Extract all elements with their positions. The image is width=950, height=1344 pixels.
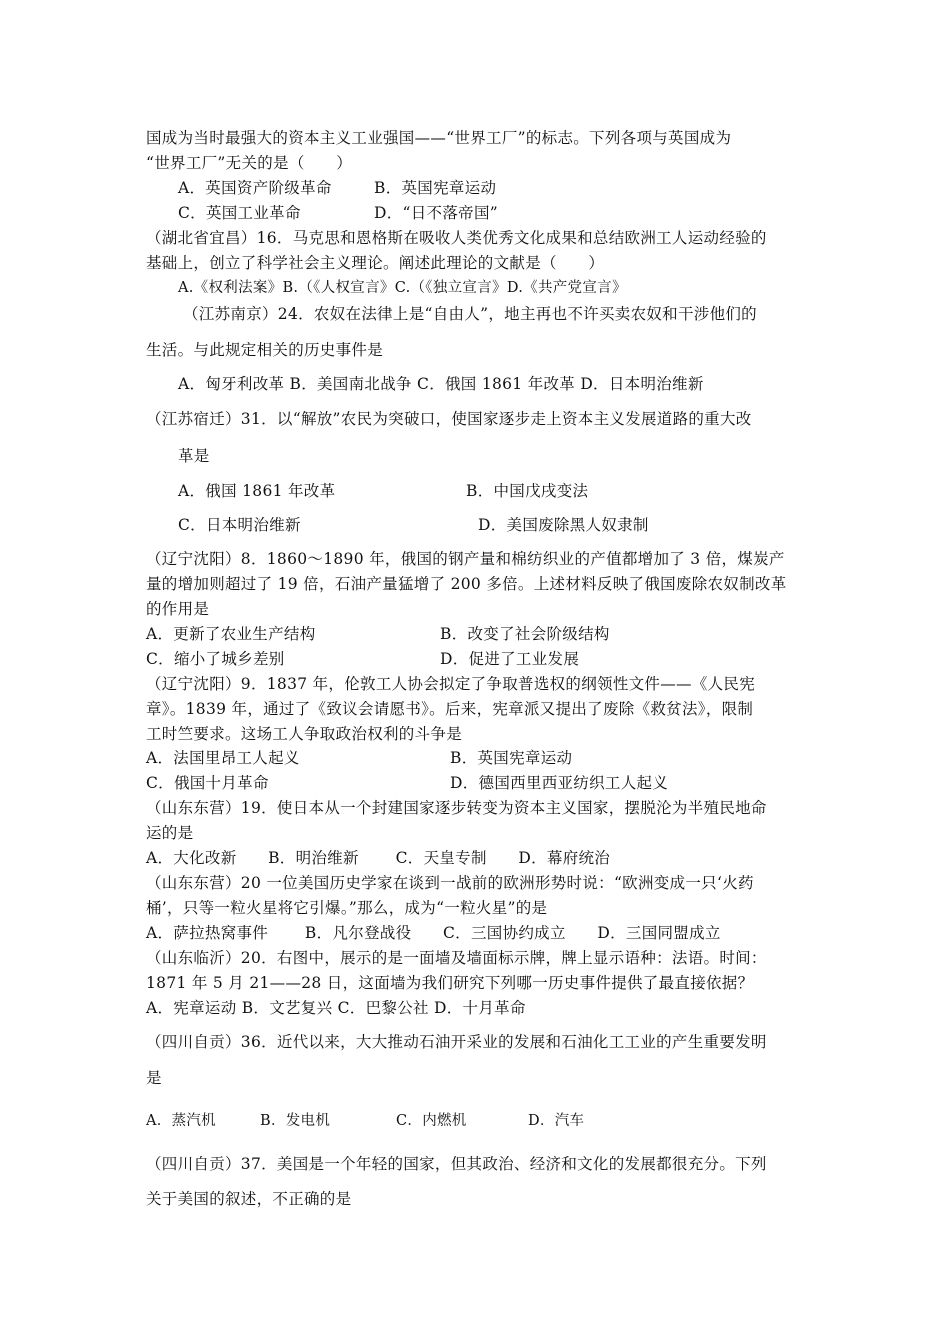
option-a: A．俄国 1861 年改革	[178, 482, 336, 500]
text-line: （辽宁沈阳）9．1837 年，伦敦工人协会拟定了争取普选权的纲领性文件——《人民宪	[146, 675, 756, 693]
text-line: （江苏宿迁）31．以“解放”农民为突破口，使国家逐步走上资本主义发展道路的重大改	[146, 410, 752, 428]
option-a: A．英国资产阶级革命	[178, 179, 332, 197]
option-d: D．德国西里西亚纺织工人起义	[450, 774, 669, 792]
text-line: 国成为当时最强大的资本主义工业强国——“世界工厂”的标志。下列各项与英国成为	[146, 129, 732, 147]
option-d: D．美国废除黑人奴隶制	[478, 516, 649, 534]
option-a: A．更新了农业生产结构	[146, 625, 316, 643]
option-line: A．宪章运动 B．文艺复兴 C．巴黎公社 D．十月革命	[146, 999, 526, 1017]
text-line: （辽宁沈阳）8．1860～1890 年，俄国的钢产量和棉纺织业的产值都增加了 3 倍，煤炭产	[146, 550, 785, 568]
text-line: （湖北省宜昌）16．马克思和恩格斯在吸收人类优秀文化成果和总结欧洲工人运动经验的	[146, 229, 767, 247]
option-b: B．英国宪章运动	[450, 749, 573, 767]
option-d: D．促进了工业发展	[440, 650, 580, 668]
option-c: C．俄国十月革命	[146, 774, 269, 792]
text-line: （山东东营）19．使日本从一个封建国家逐步转变为资本主义国家，摆脱沦为半殖民地命	[146, 799, 767, 817]
text-line: 桶’，只等一粒火星将它引爆。”那么，成为“一粒火星”的是	[146, 899, 548, 917]
option-b: B．英国宪章运动	[374, 179, 497, 197]
text-line: 生活。与此规定相关的历史事件是	[146, 341, 384, 359]
option-c: C．日本明治维新	[178, 516, 301, 534]
option-c: C．缩小了城乡差别	[146, 650, 285, 668]
text-line: （山东东营）20 一位美国历史学家在谈到一战前的欧洲形势时说：“欧洲变成一只‘火药	[146, 874, 754, 892]
option-c: C．内燃机	[396, 1113, 467, 1129]
option-a: A．蒸汽机	[146, 1113, 216, 1129]
text-line: 革是	[178, 447, 210, 465]
text-line: （四川自贡）37．美国是一个年轻的国家，但其政治、经济和文化的发展都很充分。下列	[146, 1155, 767, 1173]
text-line: （江苏南京）24．农奴在法律上是“自由人”，地主再也不许买卖农奴和干涉他们的	[183, 305, 757, 323]
option-line: A．匈牙利改革 B．美国南北战争 C．俄国 1861 年改革 D．日本明治维新	[178, 375, 704, 393]
option-line: A．萨拉热窝事件 B．凡尔登战役 C．三国协约成立 D．三国同盟成立	[146, 924, 721, 942]
text-line: 章》。1839 年，通过了《致议会请愿书》。后来，宪章派又提出了废除《救贫法》，限制	[146, 700, 754, 718]
option-b: B．改变了社会阶级结构	[440, 625, 610, 643]
text-line: 是	[146, 1069, 162, 1087]
text-line: 基础上，创立了科学社会主义理论。阐述此理论的文献是（ ）	[146, 254, 605, 272]
text-line: “世界工厂”无关的是（ ）	[146, 154, 353, 172]
text-line: （山东临沂）20．右图中，展示的是一面墙及墙面标示牌，牌上显示语种：法语。时间：	[146, 949, 767, 967]
option-c: C．英国工业革命	[178, 204, 301, 222]
option-line: A．大化改新 B．明治维新 C．天皇专制 D．幕府统治	[146, 849, 611, 867]
option-d: D．汽车	[528, 1113, 585, 1129]
text-line: 1871 年 5 月 21——28 日，这面墙为我们研究下列哪一历史事件提供了最直接依据？	[146, 974, 754, 992]
text-line: 的作用是	[146, 600, 210, 618]
option-b: B．中国戊戌变法	[466, 482, 589, 500]
text-line: （四川自贡）36．近代以来，大大推动石油开采业的发展和石油化工工业的产生重要发明	[146, 1033, 767, 1051]
text-line: 量的增加则超过了 19 倍，石油产量猛增了 200 多倍。上述材料反映了俄国废除农奴制改革	[146, 575, 787, 593]
text-line: 运的是	[146, 824, 194, 842]
option-line: A.《权利法案》B.（《人权宣言》C.（《独立宣言》D.《共产党宣言》	[178, 280, 627, 296]
text-line: 关于美国的叙述，不正确的是	[146, 1190, 352, 1208]
text-line: 工时竺要求。这场工人争取政治权利的斗争是	[146, 725, 463, 743]
option-a: A．法国里昂工人起义	[146, 749, 300, 767]
option-b: B．发电机	[260, 1113, 331, 1129]
option-d: D．“日不落帝国”	[374, 204, 498, 222]
